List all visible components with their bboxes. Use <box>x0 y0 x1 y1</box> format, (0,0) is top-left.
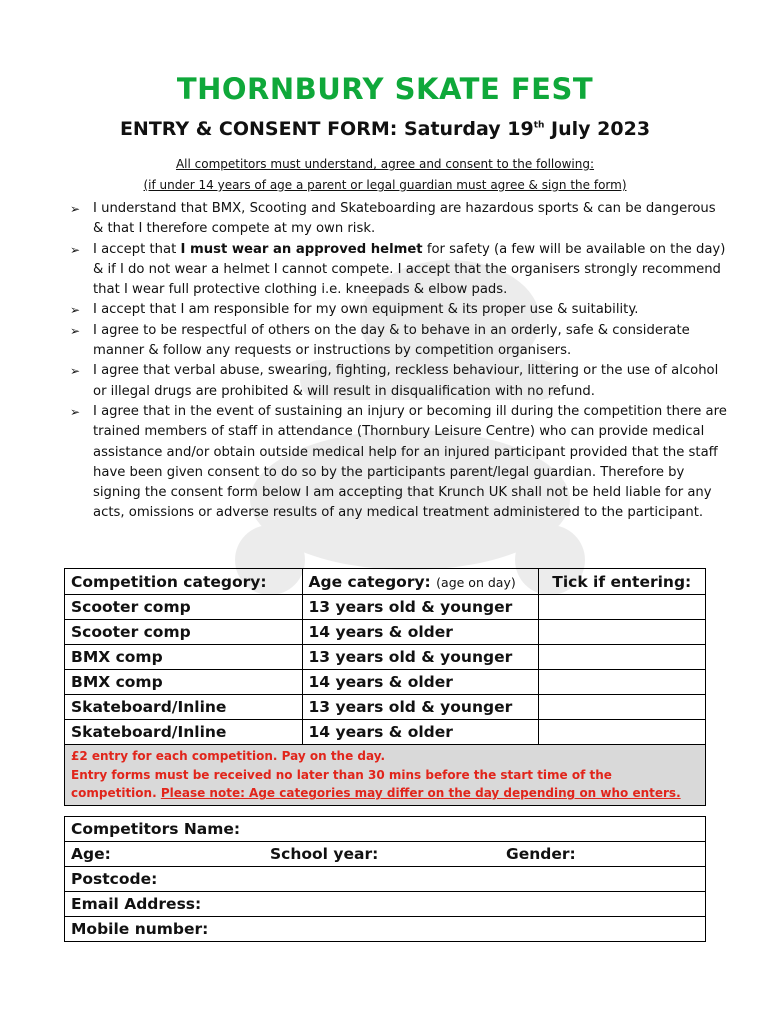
tick-box-skateboard-13-under[interactable] <box>538 695 706 720</box>
mobile-row <box>65 917 706 942</box>
bullet-text: I agree to be respectful of others on the day & to behave in an orderly, safe & considerate manner & follow any requests or instructions by competition organisers. <box>93 322 690 359</box>
age-row <box>65 842 706 867</box>
category-cell: Scooter comp <box>65 595 303 620</box>
category-cell: Scooter comp <box>65 620 303 645</box>
category-cell: Skateboard/Inline <box>65 720 303 745</box>
category-header: Competition category: <box>65 569 303 595</box>
table-header-row <box>65 569 706 595</box>
tick-box-skateboard-14-over[interactable] <box>538 720 706 745</box>
postcode-label: Postcode: <box>71 870 158 888</box>
age-label: Age: <box>71 845 111 863</box>
bullet-text: for safety (a few will be available on the day) & if I do not wear a helmet I cannot compete. I accept that the organisers strongly recommend that I wear full protective clothing i.e. kneepads & elbow pads. <box>93 241 726 298</box>
category-cell: BMX comp <box>65 645 303 670</box>
postcode-field[interactable] <box>65 867 706 892</box>
table-row <box>65 620 706 645</box>
age-cell: 13 years old & younger <box>302 645 538 670</box>
competition-category-table <box>64 568 706 806</box>
consent-bullet <box>70 199 730 240</box>
consent-bullet <box>70 361 730 402</box>
intro-line-1: All competitors must understand, agree and consent to the following: <box>175 157 595 171</box>
email-row <box>65 892 706 917</box>
gender-label: Gender: <box>506 845 576 863</box>
name-row <box>65 817 706 842</box>
tick-box-bmx-13-under[interactable] <box>538 645 706 670</box>
subtitle-main: ENTRY & CONSENT FORM: Saturday 19 <box>119 118 534 140</box>
age-header-label: Age category: <box>308 572 431 591</box>
table-row <box>65 695 706 720</box>
table-row <box>65 670 706 695</box>
email-field[interactable] <box>65 892 706 917</box>
bullet-text: I accept that I am responsible for my own equipment & its proper use & suitability. <box>93 302 639 318</box>
age-cell: 14 years & older <box>302 670 538 695</box>
table-row <box>65 720 706 745</box>
postcode-row <box>65 867 706 892</box>
note-row <box>65 745 706 806</box>
competitor-name-field[interactable] <box>65 817 706 842</box>
table-row <box>65 645 706 670</box>
table-row <box>65 595 706 620</box>
age-header-note: (age on day) <box>436 574 516 590</box>
note-line-2 <box>71 766 699 803</box>
consent-bullet-list <box>70 199 730 524</box>
entry-fee-note <box>65 745 706 806</box>
category-cell: Skateboard/Inline <box>65 695 303 720</box>
tick-box-scooter-14-over[interactable] <box>538 620 706 645</box>
school-year-label: School year: <box>270 845 379 863</box>
form-subtitle <box>0 118 770 140</box>
note-line-1: £2 entry for each competition. Pay on the day. <box>71 749 386 763</box>
bullet-text: I agree that in the event of sustaining an injury or becoming ill during the competition there are trained members of staff in attendance (Thornbury Leisure Centre) who can provide medical assistance and/or obtain outside medical help for an injured participant provided that the staff have been given consent to do so by the participants parent/legal guardian. Therefore by signing the consent form below I am accepting that Krunch UK shall not be held liable for any acts, omissions or adverse results of any medical treatment administered to the participant. <box>93 403 727 521</box>
age-cell: 14 years & older <box>302 720 538 745</box>
arrow-bullet-icon: ➢ <box>70 323 81 338</box>
consent-bullet <box>70 321 730 362</box>
mobile-label: Mobile number: <box>71 920 209 938</box>
age-header <box>302 569 538 595</box>
arrow-bullet-icon: ➢ <box>70 404 81 419</box>
name-label: Competitors Name: <box>71 820 241 838</box>
bullet-text: I accept that <box>93 241 181 257</box>
subtitle-end: July 2023 <box>544 118 651 140</box>
arrow-bullet-icon: ➢ <box>70 202 81 216</box>
tick-box-bmx-14-over[interactable] <box>538 670 706 695</box>
age-cell: 13 years old & younger <box>302 695 538 720</box>
form-title: THORNBURY SKATE FEST <box>176 72 594 106</box>
consent-bullet <box>70 240 730 301</box>
consent-bullet <box>70 300 730 320</box>
arrow-bullet-icon: ➢ <box>70 242 81 257</box>
email-label: Email Address: <box>71 895 202 913</box>
consent-bullet <box>70 402 730 524</box>
tick-box-scooter-13-under[interactable] <box>538 595 706 620</box>
age-cell: 13 years old & younger <box>302 595 538 620</box>
mobile-field[interactable] <box>65 917 706 942</box>
bullet-text: I understand that BMX, Scooting and Skateboarding are hazardous sports & can be dangerous & that I therefore compete at my own risk. <box>93 201 716 237</box>
bullet-bold-text: I must wear an approved helmet <box>180 241 423 257</box>
intro-line-2: (if under 14 years of age a parent or legal guardian must agree & sign the form) <box>143 178 627 192</box>
age-cell: 14 years & older <box>302 620 538 645</box>
note-line-2-text: Entry forms must be received no later than 30 mins before the start time of the competition. <box>71 767 612 801</box>
age-school-gender-field[interactable] <box>65 842 706 867</box>
tick-header: Tick if entering: <box>538 569 706 595</box>
competitor-details-table <box>64 816 706 942</box>
arrow-bullet-icon: ➢ <box>70 303 81 318</box>
arrow-bullet-icon: ➢ <box>70 364 81 379</box>
note-age-warning: Please note: Age categories may differ on the day depending on who enters. <box>160 786 681 801</box>
category-cell: BMX comp <box>65 670 303 695</box>
subtitle-superscript: th <box>533 120 545 131</box>
bullet-text: I agree that verbal abuse, swearing, fighting, reckless behaviour, littering or the use of alcohol or illegal drugs are prohibited & will result in disqualification with no refund. <box>93 363 719 399</box>
